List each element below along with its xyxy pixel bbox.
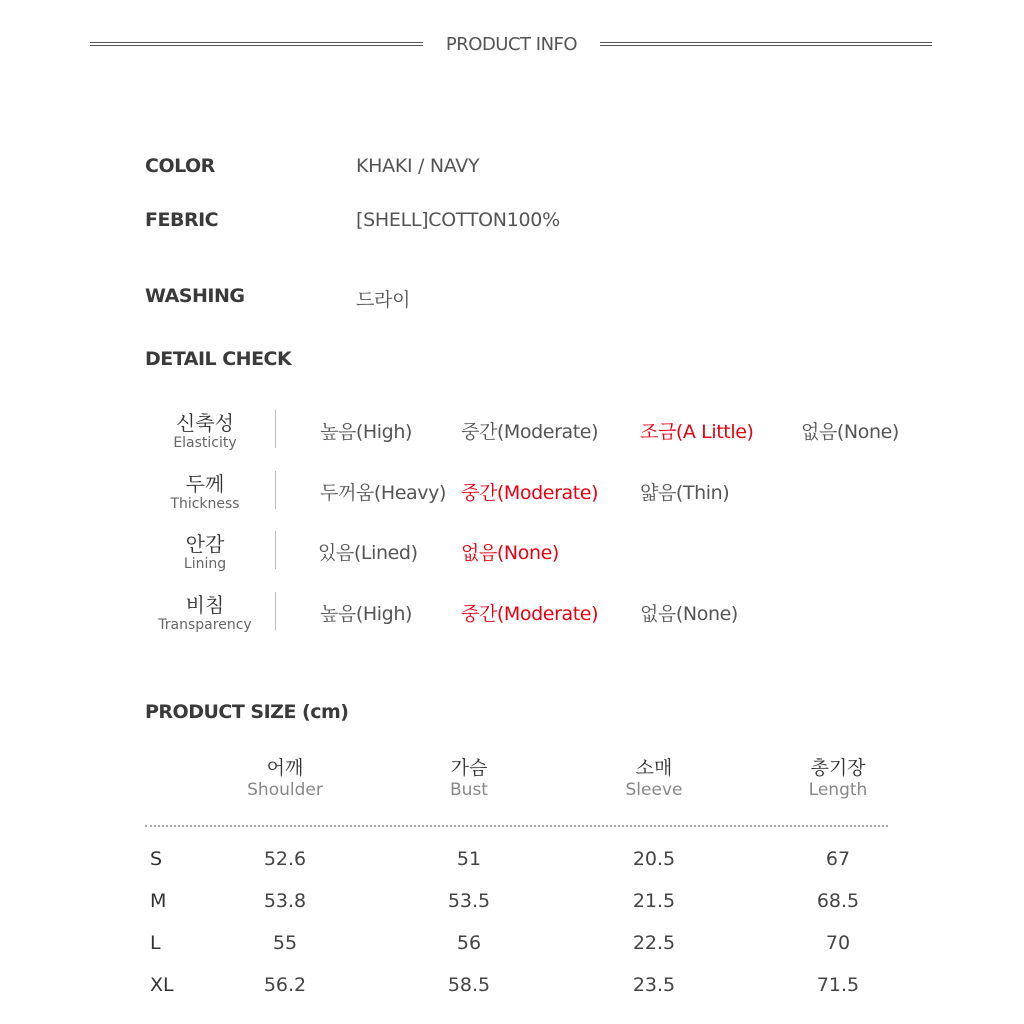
size-cell: 71.5 xyxy=(816,974,860,996)
size-table-divider xyxy=(145,825,888,827)
header-rule-left xyxy=(90,42,423,46)
size-cell: 23.5 xyxy=(632,974,676,996)
detail-row-transparency xyxy=(145,594,265,634)
detail-option: 높음(High) xyxy=(320,603,413,625)
size-cell: 56.2 xyxy=(263,974,307,996)
size-cell: 22.5 xyxy=(632,932,676,954)
detail-separator xyxy=(275,592,276,630)
detail-name-ko: 비침 xyxy=(185,593,225,617)
header-rule-right xyxy=(600,42,932,46)
size-col-ko: 가슴 xyxy=(450,757,488,779)
detail-row-elasticity xyxy=(145,412,265,452)
size-col-en: Shoulder xyxy=(247,780,323,800)
detail-row-thickness xyxy=(145,473,265,513)
detail-option: 높음(High) xyxy=(320,421,413,443)
detail-name-en: Lining xyxy=(183,556,227,572)
size-cell: 55 xyxy=(272,932,298,954)
size-col-en: Length xyxy=(808,780,868,800)
fabric-label: FEBRIC xyxy=(145,209,219,231)
size-row-label: M xyxy=(150,890,167,912)
washing-value: 드라이 xyxy=(356,289,411,311)
color-label: COLOR xyxy=(145,155,215,177)
detail-option-selected: 중간(Moderate) xyxy=(461,482,599,504)
size-col-sleeve xyxy=(584,757,724,801)
size-col-en: Sleeve xyxy=(625,780,683,800)
size-col-ko: 소매 xyxy=(635,757,673,779)
detail-option: 없음(None) xyxy=(640,603,738,625)
size-row-label: XL xyxy=(150,974,174,996)
size-cell: 21.5 xyxy=(632,890,676,912)
detail-option: 있음(Lined) xyxy=(318,542,418,564)
size-col-ko: 총기장 xyxy=(810,757,866,779)
detail-name-ko: 신축성 xyxy=(176,411,234,435)
detail-name-en: Elasticity xyxy=(173,435,237,451)
page-title: PRODUCT INFO xyxy=(445,34,578,55)
size-cell: 56 xyxy=(456,932,482,954)
size-cell: 58.5 xyxy=(447,974,491,996)
detail-separator xyxy=(275,410,276,448)
size-col-length xyxy=(768,757,908,801)
size-col-shoulder xyxy=(215,757,355,801)
detail-option: 없음(None) xyxy=(801,421,899,443)
detail-name-ko: 안감 xyxy=(185,532,225,556)
size-col-ko: 어깨 xyxy=(266,757,304,779)
detail-check-title: DETAIL CHECK xyxy=(145,348,292,370)
detail-name-ko: 두께 xyxy=(185,472,225,496)
detail-option-selected: 중간(Moderate) xyxy=(461,603,599,625)
size-cell: 68.5 xyxy=(816,890,860,912)
size-cell: 53.5 xyxy=(447,890,491,912)
detail-option: 두꺼움(Heavy) xyxy=(320,482,446,504)
size-cell: 70 xyxy=(825,932,851,954)
detail-name-en: Transparency xyxy=(158,617,252,633)
size-cell: 67 xyxy=(825,848,851,870)
detail-option: 중간(Moderate) xyxy=(461,421,599,443)
size-cell: 20.5 xyxy=(632,848,676,870)
detail-name-en: Thickness xyxy=(170,496,240,512)
size-title: PRODUCT SIZE (cm) xyxy=(145,701,349,723)
washing-label: WASHING xyxy=(145,285,245,307)
size-row-label: L xyxy=(150,932,161,954)
detail-separator xyxy=(275,531,276,569)
detail-row-lining xyxy=(145,533,265,573)
size-cell: 51 xyxy=(456,848,482,870)
size-cell: 53.8 xyxy=(263,890,307,912)
color-value: KHAKI / NAVY xyxy=(356,155,480,177)
detail-option-selected: 없음(None) xyxy=(461,542,559,564)
size-row-label: S xyxy=(150,848,163,870)
fabric-value: [SHELL]COTTON100% xyxy=(356,209,560,231)
size-cell: 52.6 xyxy=(263,848,307,870)
detail-option-selected: 조금(A Little) xyxy=(640,421,754,443)
detail-separator xyxy=(275,471,276,509)
detail-option: 얇음(Thin) xyxy=(640,482,730,504)
size-col-en: Bust xyxy=(450,780,488,800)
size-col-bust xyxy=(399,757,539,801)
